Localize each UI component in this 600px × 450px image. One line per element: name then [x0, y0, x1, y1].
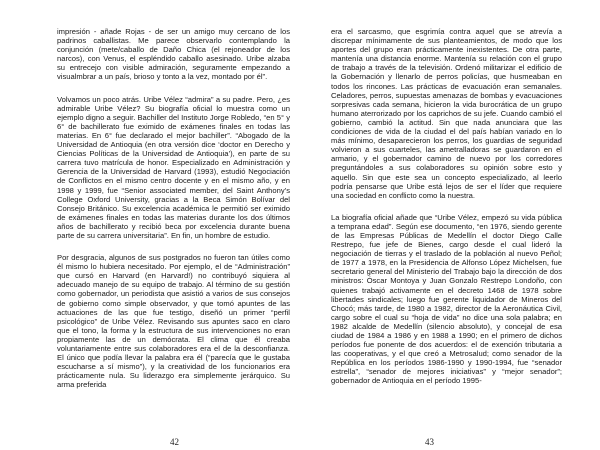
right-paragraph-2: La biografía oficial añade que “Uribe Vélez, empezó su vida pública a temprana edad”. Según ese documento, “en 1976, siendo gerente de las Empresas Públicas de Medellín el doctor Diego Calle Restrepo, fue jefe de Bienes, cargo desde el cual lideró la negociación de tierras y el traslado de la población al nuevo Peñol; de 1977 a 1978, en la Presidencia de Alfonso López Michelsen, fue secretario general del Ministerio del Trabajo bajo la dirección de dos ministros: Óscar Montoya y Juan Gonzalo Restrepo Londoño, con quienes trabajó activamente en el decreto 1468 de 1978 sobre libertades sindicales; luego fue gerente liquidador de Mineros del Chocó; más tarde, de 1980 a 1982, director de la Aeronáutica Civil, cargo sobre el cual su “hoja de vida” no dice una sola palabra; en 1982 alcalde de Medellín (silencio absoluto), y concejal de esa ciudad de 1984 a 1986 y en 1988 a 1990; en el primero de dichos períodos fue ponente de dos acuerdos: el de exención tributaria a las cooperativas, y el que creó a Metrosalud; como senador de la República en los períodos 1986-1990 y 1990-1994, fue “senador estrella”, “senador de mejores iniciativas” y “mejor senador”; gobernador de Antioquia en el período 1995- [331, 212, 562, 386]
left-paragraph-3: Por desgracia, algunos de sus postgrados no fueron tan útiles como él mismo lo hubiera necesitado. Por ejemplo, el de “Administración” que cursó en Harvard (en Harvard!) no contribuyó siquiera al adecuado manejo de su equipo de trabajo. Al término de su gestión como gobernador, un periodista que asistió a varios de sus consejos de gobierno como simple observador, y que tomó apuntes de las actuaciones de las que fue testigo, diseñó un primer “perfil psicológico” de Uribe Vélez. Revisando sus apuntes saco en claro que el tono, la forma y la estructura de sus intervenciones no eran propiamente las de un demócrata. El clima que él creaba voluntariamente entre sus colaboradores era el de la desconfianza. El único que podía llevar la palabra era él (“parecía que le gustaba escucharse a sí mismo”), y la creatividad de los funcionarios era prácticamente nula. Su liderazgo era simplemente jerárquico. Su arma preferida [57, 253, 290, 390]
left-paragraph-2: Volvamos un poco atrás. Uribe Vélez “admira” a su padre. Pero, ¿es admirable Uribe Vélez? Su biografía oficial lo muestra como un ejemplo digno a seguir. Bachiller del Instituto Jorge Robledo, “en 5° y 6° de bachillerato fue eximido de exámenes finales en todas las materias. En 6° fue declarado el mejor bachiller”. “Abogado de la Universidad de Antioquia (en otra versión dice ‘doctor en Derecho y Ciencias Políticas de la Universidad de Antioquia’), en parte de su carrera tuvo matrícula de honor. Especializado en Administración y Gerencia de la Universidad de Harvard (1993), estudió Negociación de Conflictos en el mismo centro docente y en el mismo año, y en 1998 y 1999, fue “Senior associated member, del Saint Anthony’s College Oxford University, gracias a la Beca Simón Bolívar del Consejo Británico. Su excelencia académica le permitió ser eximido de exámenes finales en todas las materias durante los dos últimos años de bachillerato y recibió beca por excelencia durante buena parte de su carrera universitaria”. En fin, un hombre de estudio. [57, 94, 290, 240]
right-page [300, 0, 600, 450]
page-number-right: 43 [425, 437, 434, 447]
right-paragraph-1: era el sarcasmo, que esgrimía contra aquel que se atrevía a discrepar mínimamente de sus planteamientos, de modo que los aportes del grupo eran prácticamente inexistentes. De otra parte, mantenía una distancia enorme. Mantenía su relación con el grupo de trabajo a través de la televisión. Ordenó militarizar el edificio de la Gobernación y llenarlo de perros policías, que husmeaban en todos los rincones. Las prácticas de evacuación eran semanales. Celadores, perros, supuestas amenazas de bombas y evacuaciones sorpresivas cada semana, hicieron la vida burocrática de un grupo humano aterrorizado por los caprichos de su jefe. Cuando cambió el gobierno, cambió la actitud. Sin que nada anunciara que las condiciones de vida de la ciudad el del país habían variado en lo más mínimo, desaparecieron los perros, los guardias de seguridad volvieron a sus cuarteles, las ametralladoras se guardaron en el armario, y el gobernador camino de nuevo por los corredores preguntándoles a sus colaboradores su opinión sobre esto y aquello. Sin que este sea un concepto especializado, al leerlo podría pensarse que Uribe está lejos de ser el líder que requiere una sociedad en conflicto como la nuestra. [331, 27, 562, 200]
left-paragraph-1: impresión - añade Rojas - de ser un amigo muy cercano de los padrinos caballistas. Me parece observarlo contemplando la conjunción (mete/caballo de Daño Chica (el rejoneador de los narcos), con Venus, el espléndido caballo asesinado. Uribe alzaba su entrecejo con visible admiración, seguramente empezando a visualmbrar a un país, brioso y tonto a la vez, montado por él”. [57, 27, 290, 82]
page-number-left: 42 [170, 437, 179, 447]
